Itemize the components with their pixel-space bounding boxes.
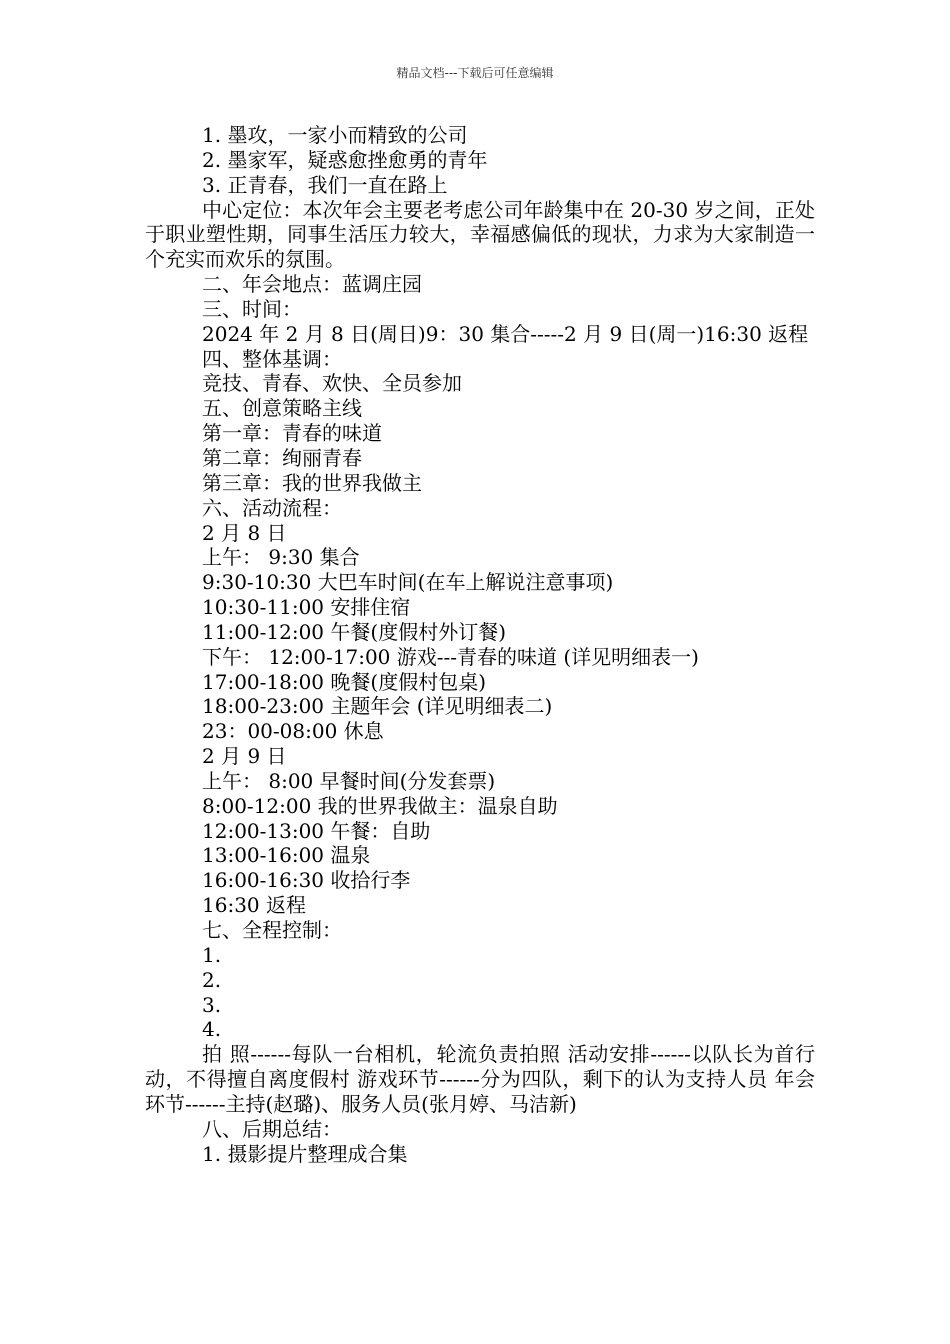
text-line: 12:00-13:00 午餐：自助 [202, 818, 431, 843]
text-line: 第一章：青春的味道 [202, 421, 382, 446]
text-line: 上午： 8:00 早餐时间(分发套票) [202, 768, 496, 793]
text-line: 9:30-10:30 大巴车时间(在车上解说注意事项) [202, 570, 614, 595]
paragraph: 2024 年 2 月 8 日(周日)9：30 集合-----2 月 9 日(周一)16:30 返程 [202, 321, 809, 346]
text-line: 六、活动流程： [202, 495, 342, 520]
document-body [145, 123, 815, 1166]
text-line: 2 月 8 日 [202, 520, 287, 545]
text-line: 下午： 12:00-17:00 游戏---青春的味道 (详见明细表一) [202, 644, 699, 669]
text-line: 16:00-16:30 收拾行李 [202, 868, 411, 893]
text-line: 竞技、青春、欢快、全员参加 [202, 371, 462, 396]
text-line: 二、年会地点：蓝调庄园 [202, 272, 422, 297]
text-line: 18:00-23:00 主题年会 (详见明细表二) [202, 694, 553, 719]
page-header: 精品文档---下载后可任意编辑 [396, 66, 554, 80]
text-line: 七、全程控制： [202, 918, 342, 942]
text-line: 1. 摄影提片整理成合集 [202, 1141, 408, 1166]
text-line: 1. 墨攻，一家小而精致的公司 [202, 123, 468, 147]
text-line: 23：00-08:00 休息 [202, 719, 384, 744]
text-line: 10:30-11:00 安排住宿 [202, 595, 411, 620]
text-line: 第二章：绚丽青春 [202, 445, 362, 470]
paragraph: 中心定位：本次年会主要老考虑公司年龄集中在 20-30 岁之间，正处于职业塑性期，同事生活压力较大，幸福感偏低的现状，力求为大家制造一个充实而欢乐的氛围。 [145, 197, 815, 272]
text-line: 2. 墨家军，疑惑愈挫愈勇的青年 [202, 147, 488, 172]
text-line: 2 月 9 日 [202, 744, 287, 769]
text-line: 13:00-16:00 温泉 [202, 843, 371, 868]
text-line: 17:00-18:00 晚餐(度假村包桌) [202, 669, 486, 694]
text-line: 上午： 9:30 集合 [202, 545, 360, 570]
text-line: 11:00-12:00 午餐(度假村外订餐) [202, 619, 506, 644]
text-line: 8:00-12:00 我的世界我做主：温泉自助 [202, 793, 558, 818]
text-line: 五、创意策略主线 [202, 396, 362, 421]
text-line: 3. 正青春，我们一直在路上 [202, 172, 448, 197]
text-line: 八、后期总结： [202, 1116, 342, 1141]
text-line: 2. [202, 967, 222, 992]
text-line: 4. [202, 1017, 222, 1042]
text-line: 3. [202, 992, 222, 1017]
text-line: 1. [202, 942, 222, 967]
text-line: 第三章：我的世界我做主 [202, 470, 422, 495]
text-line: 16:30 返程 [202, 893, 306, 918]
text-line: 四、整体基调： [202, 346, 342, 371]
text-line: 三、时间： [202, 296, 302, 321]
paragraph: 拍 照------每队一台相机，轮流负责拍照 活动安排------以队长为首行动，不得擅自离度假村 游戏环节------分为四队，剩下的认为支持人员 年会环节------主持(赵璐)、服务人员(张月婷、马洁新) [145, 1042, 815, 1116]
